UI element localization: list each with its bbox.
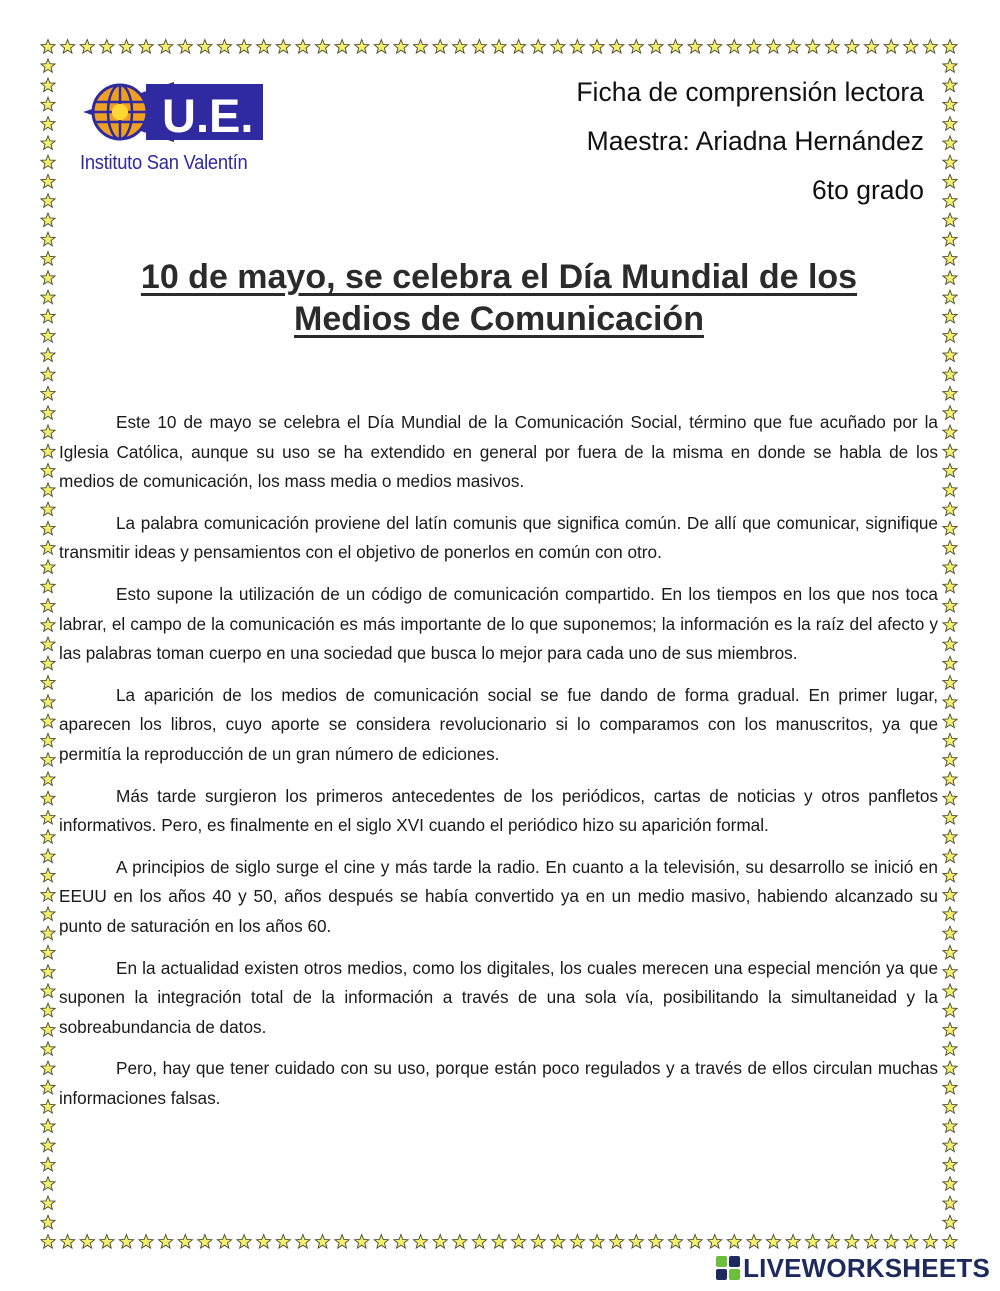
border-star-icon <box>727 1235 741 1249</box>
border-star-icon <box>845 1235 859 1249</box>
border-star-icon <box>806 40 820 54</box>
border-star-icon <box>41 1119 55 1133</box>
border-star-icon <box>943 1235 957 1249</box>
border-star-icon <box>570 40 584 54</box>
border-star-icon <box>41 425 55 439</box>
border-star-icon <box>41 637 55 651</box>
border-star-icon <box>864 1235 878 1249</box>
border-star-icon <box>374 1235 388 1249</box>
border-star-icon <box>41 329 55 343</box>
border-star-icon <box>41 656 55 670</box>
border-star-icon <box>80 40 94 54</box>
border-star-icon <box>257 1235 271 1249</box>
border-star-icon <box>41 521 55 535</box>
border-star-icon <box>492 1235 506 1249</box>
border-star-icon <box>41 1215 55 1229</box>
border-star-icon <box>943 868 957 882</box>
border-star-icon <box>257 40 271 54</box>
border-star-icon <box>943 1215 957 1229</box>
border-star-icon <box>943 329 957 343</box>
border-star-icon <box>374 40 388 54</box>
border-star-icon <box>943 714 957 728</box>
border-star-icon <box>943 733 957 747</box>
border-star-icon <box>198 40 212 54</box>
border-star-icon <box>943 252 957 266</box>
border-star-icon <box>41 483 55 497</box>
border-star-icon <box>41 444 55 458</box>
border-star-icon <box>943 656 957 670</box>
border-star-icon <box>61 1235 75 1249</box>
border-star-icon <box>41 541 55 555</box>
border-star-icon <box>649 1235 663 1249</box>
border-star-icon <box>668 1235 682 1249</box>
border-star-icon <box>335 40 349 54</box>
paragraph-7: En la actualidad existen otros medios, como los digitales, los cuales merecen una especial mención ya que suponen la integración total de la información a través de una sola vía, posibilitando la simultaneidad y la sobreabundancia de datos. <box>59 957 938 1037</box>
border-star-icon <box>355 1235 369 1249</box>
border-star-icon <box>41 868 55 882</box>
border-star-icon <box>159 40 173 54</box>
reading-text <box>59 408 938 1125</box>
border-star-icon <box>394 1235 408 1249</box>
border-star-icon <box>766 1235 780 1249</box>
border-star-icon <box>41 386 55 400</box>
grade-level: 6to grado <box>812 175 924 205</box>
border-star-icon <box>41 502 55 515</box>
border-star-icon <box>551 40 565 54</box>
border-star-icon <box>943 791 957 805</box>
border-star-icon <box>100 1235 114 1249</box>
border-star-icon <box>943 1157 957 1171</box>
border-star-icon <box>159 1235 173 1249</box>
border-star-icon <box>766 40 780 54</box>
border-star-icon <box>943 984 957 998</box>
border-star-icon <box>943 348 957 362</box>
border-star-icon <box>237 1235 251 1249</box>
border-star-icon <box>610 40 624 54</box>
border-star-icon <box>139 40 153 54</box>
border-star-icon <box>884 1235 898 1249</box>
border-star-icon <box>943 406 957 420</box>
border-star-icon <box>276 1235 290 1249</box>
border-star-icon <box>943 830 957 844</box>
border-star-icon <box>41 290 55 304</box>
border-star-icon <box>41 97 55 111</box>
border-star-icon <box>41 232 55 246</box>
border-star-icon <box>41 1157 55 1171</box>
border-star-icon <box>41 849 55 863</box>
paragraph-5: Más tarde surgieron los primeros antecedentes de los periódicos, cartas de noticias y otros panfletos informativos. Pero, es finalmente en el siglo XVI cuando el periódico hizo su aparición formal. <box>59 785 938 836</box>
border-star-icon <box>943 926 957 940</box>
border-star-icon <box>472 40 486 54</box>
border-star-icon <box>708 1235 722 1249</box>
border-star-icon <box>41 1196 55 1210</box>
border-star-icon <box>531 1235 545 1249</box>
border-star-icon <box>943 1003 957 1017</box>
border-star-icon <box>41 811 55 825</box>
border-star-icon <box>943 1196 957 1210</box>
border-star-icon <box>41 367 55 381</box>
watermark-text: LIVEWORKSHEETS <box>743 1252 990 1283</box>
border-star-icon <box>629 40 643 54</box>
border-star-icon <box>41 945 55 959</box>
border-star-icon <box>688 40 702 54</box>
border-star-icon <box>531 40 545 54</box>
border-star-icon <box>943 40 957 54</box>
border-star-icon <box>923 40 937 54</box>
paragraph-8: Pero, hay que tener cuidado con su uso, porque están poco regulados y a través de ellos circulan muchas informaciones falsas. <box>59 1058 938 1108</box>
border-star-icon <box>41 1042 55 1056</box>
border-star-icon <box>100 40 114 54</box>
border-star-icon <box>904 40 918 54</box>
border-star-icon <box>41 560 55 574</box>
paragraph-3: Esto supone la utilización de un código de comunicación compartido. En los tiempos en los que nos toca labrar, el campo de la comunicación es más importante de lo que suponemos; la información es la raíz del afecto y las palabras toman cuerpo en una sociedad que busca lo mejor para cada uno de sus miembros. <box>59 583 938 664</box>
paragraph-4: La aparición de los medios de comunicación social se fue dando de forma gradual. En primer lugar, aparecen los libros, cuyo aporte se considera revolucionario si lo comparamos con los manuscritos, ya que permitía la reproducción de un gran número de ediciones. <box>59 684 938 764</box>
border-star-icon <box>433 40 447 54</box>
border-star-icon <box>315 40 329 54</box>
border-star-icon <box>41 1235 55 1249</box>
border-star-icon <box>610 1235 624 1249</box>
border-star-icon <box>943 1100 957 1114</box>
border-star-icon <box>551 1235 565 1249</box>
border-star-icon <box>943 213 957 227</box>
border-star-icon <box>178 1235 192 1249</box>
page-title <box>60 256 938 340</box>
border-star-icon <box>41 830 55 844</box>
border-star-icon <box>41 926 55 940</box>
border-star-icon <box>296 1235 310 1249</box>
border-star-icon <box>943 753 957 767</box>
border-star-icon <box>943 232 957 246</box>
border-star-icon <box>512 40 526 54</box>
border-star-icon <box>943 502 957 515</box>
border-star-icon <box>943 945 957 959</box>
border-star-icon <box>943 1080 957 1094</box>
border-star-icon <box>41 194 55 208</box>
border-star-icon <box>570 1235 584 1249</box>
border-star-icon <box>590 1235 604 1249</box>
border-star-icon <box>943 1042 957 1056</box>
border-star-icon <box>943 579 957 593</box>
title-line-2: Medios de Comunicación <box>294 300 704 338</box>
border-star-icon <box>335 1235 349 1249</box>
border-star-icon <box>41 348 55 362</box>
border-star-icon <box>472 1235 486 1249</box>
teacher-name: Maestra: Ariadna Hernández <box>586 126 924 156</box>
border-star-icon <box>355 40 369 54</box>
border-star-icon <box>943 541 957 555</box>
border-star-icon <box>943 386 957 400</box>
paragraph-6: A principios de siglo surge el cine y más tarde la radio. En cuanto a la televisión, su desarrollo se inició en EEUU en los años 40 y 50, años después se había convertido ya en un medio masivo, habiendo alcanzado su punto de saturación en los años 60. <box>59 856 938 936</box>
border-star-icon <box>41 984 55 998</box>
border-star-icon <box>394 40 408 54</box>
border-star-icon <box>41 40 55 54</box>
border-star-icon <box>315 1235 329 1249</box>
border-star-icon <box>119 40 133 54</box>
border-star-icon <box>943 117 957 131</box>
border-star-icon <box>943 1138 957 1152</box>
border-star-icon <box>943 811 957 825</box>
border-star-icon <box>688 1235 702 1249</box>
border-star-icon <box>668 40 682 54</box>
border-star-icon <box>413 40 427 54</box>
border-star-icon <box>904 1235 918 1249</box>
institution-name: Instituto San Valentín <box>80 152 248 174</box>
border-star-icon <box>119 1235 133 1249</box>
border-star-icon <box>943 271 957 285</box>
border-star-icon <box>943 444 957 458</box>
border-star-icon <box>629 1235 643 1249</box>
border-star-icon <box>943 637 957 651</box>
border-star-icon <box>747 40 761 54</box>
border-star-icon <box>943 425 957 439</box>
border-star-icon <box>41 309 55 323</box>
border-star-icon <box>943 309 957 323</box>
border-star-icon <box>943 483 957 497</box>
border-star-icon <box>825 40 839 54</box>
border-star-icon <box>453 40 467 54</box>
border-star-icon <box>727 40 741 54</box>
border-star-icon <box>41 271 55 285</box>
border-star-icon <box>413 1235 427 1249</box>
border-star-icon <box>943 97 957 111</box>
border-star-icon <box>943 78 957 92</box>
border-star-icon <box>943 1177 957 1191</box>
border-star-icon <box>786 1235 800 1249</box>
liveworksheets-logo-icon <box>715 1255 741 1281</box>
border-star-icon <box>217 40 231 54</box>
border-star-icon <box>41 464 55 478</box>
worksheet-header <box>576 68 924 215</box>
border-star-icon <box>41 888 55 902</box>
border-star-icon <box>943 618 957 632</box>
border-star-icon <box>41 59 55 73</box>
border-star-icon <box>590 40 604 54</box>
border-star-icon <box>41 579 55 593</box>
border-star-icon <box>80 1235 94 1249</box>
border-star-icon <box>433 1235 447 1249</box>
title-line-1: 10 de mayo, se celebra el Día Mundial de los <box>140 258 858 296</box>
border-star-icon <box>806 1235 820 1249</box>
border-star-icon <box>41 174 55 188</box>
border-star-icon <box>41 117 55 131</box>
border-star-icon <box>61 40 75 54</box>
border-star-icon <box>41 791 55 805</box>
border-star-icon <box>41 1138 55 1152</box>
border-star-icon <box>41 772 55 786</box>
border-star-icon <box>943 194 957 208</box>
border-star-icon <box>178 40 192 54</box>
border-star-icon <box>943 965 957 979</box>
border-star-icon <box>41 1080 55 1094</box>
border-star-icon <box>296 40 310 54</box>
liveworksheets-watermark <box>715 1253 990 1283</box>
border-star-icon <box>943 464 957 478</box>
border-star-icon <box>41 155 55 169</box>
border-star-icon <box>923 1235 937 1249</box>
border-star-icon <box>41 599 55 613</box>
border-star-icon <box>41 1003 55 1017</box>
border-star-icon <box>41 1023 55 1037</box>
border-star-icon <box>237 40 251 54</box>
worksheet-type: Ficha de comprensión lectora <box>576 77 924 107</box>
border-star-icon <box>198 1235 212 1249</box>
border-star-icon <box>943 155 957 169</box>
border-star-icon <box>708 40 722 54</box>
border-star-icon <box>41 714 55 728</box>
border-star-icon <box>217 1235 231 1249</box>
border-star-icon <box>943 560 957 574</box>
border-star-icon <box>786 40 800 54</box>
border-star-icon <box>943 136 957 150</box>
border-star-icon <box>41 252 55 266</box>
border-star-icon <box>943 1061 957 1075</box>
border-star-icon <box>943 907 957 921</box>
logo-mark: U.E. <box>162 89 254 142</box>
border-star-icon <box>825 1235 839 1249</box>
border-star-icon <box>884 40 898 54</box>
paragraph-1: Este 10 de mayo se celebra el Día Mundial de la Comunicación Social, término que fue acuñado por la Iglesia Católica, aunque su uso se ha extendido en general por fuera de la misma en donde se habla de los medios de comunicación, los mass media o medios masivos. <box>59 412 938 492</box>
border-star-icon <box>41 965 55 979</box>
border-star-icon <box>943 290 957 304</box>
border-star-icon <box>41 1100 55 1114</box>
border-star-icon <box>41 753 55 767</box>
border-star-icon <box>512 1235 526 1249</box>
border-star-icon <box>276 40 290 54</box>
border-star-icon <box>943 521 957 535</box>
border-star-icon <box>943 676 957 690</box>
border-star-icon <box>41 907 55 921</box>
border-star-icon <box>41 406 55 420</box>
border-star-icon <box>943 888 957 902</box>
border-star-icon <box>649 40 663 54</box>
border-star-icon <box>492 40 506 54</box>
border-star-icon <box>943 174 957 188</box>
border-star-icon <box>943 849 957 863</box>
border-star-icon <box>845 40 859 54</box>
border-star-icon <box>41 213 55 227</box>
paragraph-2: La palabra comunicación proviene del latín comunis que significa común. De allí que comunicar, signifique transmitir ideas y pensamientos con el objetivo de ponerlos en común con otro. <box>59 512 938 563</box>
border-star-icon <box>41 1061 55 1075</box>
border-star-icon <box>453 1235 467 1249</box>
border-star-icon <box>943 772 957 786</box>
border-star-icon <box>943 1023 957 1037</box>
border-star-icon <box>41 1177 55 1191</box>
border-star-icon <box>943 695 957 709</box>
border-star-icon <box>41 676 55 690</box>
border-star-icon <box>139 1235 153 1249</box>
border-star-icon <box>41 733 55 747</box>
border-star-icon <box>41 695 55 709</box>
border-star-icon <box>747 1235 761 1249</box>
border-star-icon <box>864 40 878 54</box>
border-star-icon <box>943 1119 957 1133</box>
border-star-icon <box>41 618 55 632</box>
border-star-icon <box>41 78 55 92</box>
border-star-icon <box>943 59 957 73</box>
border-star-icon <box>943 367 957 381</box>
border-star-icon <box>41 136 55 150</box>
border-star-icon <box>943 599 957 613</box>
